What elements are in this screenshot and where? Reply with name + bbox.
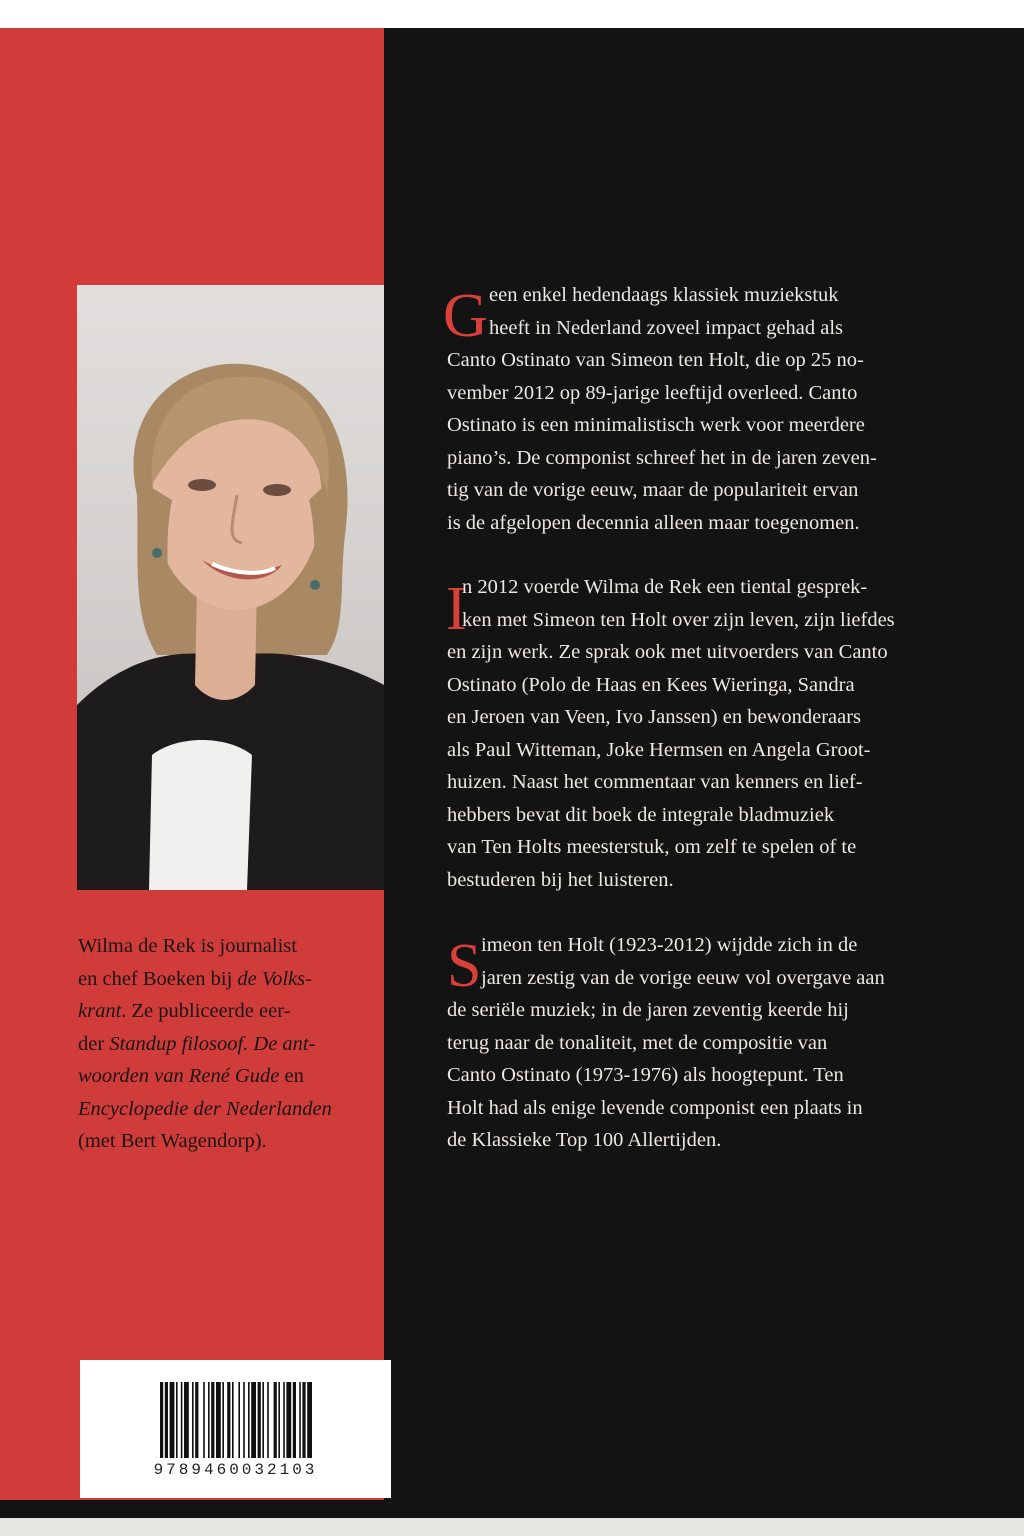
page-bottom-edge	[0, 1518, 1024, 1536]
barcode-bar	[160, 1382, 163, 1458]
blurb-line: hebbers bevat dit boek de integrale bladmuziek	[447, 803, 835, 826]
barcode-bar	[248, 1382, 250, 1458]
author-bio-text: en chef Boeken bij	[78, 967, 238, 990]
blurb-line: piano’s. De componist schreef het in de jaren zeven-	[447, 446, 877, 469]
blurb-line: de seriële muziek; in de jaren zeventig keerde hij	[447, 999, 849, 1021]
barcode-bar	[203, 1382, 205, 1458]
author-bio-text: en	[279, 1065, 304, 1087]
barcode-bar	[251, 1382, 256, 1458]
barcode-bar	[238, 1382, 240, 1458]
newspaper-title: de Volks-	[237, 967, 312, 990]
book-title: Standup filosoof. De ant-	[109, 1032, 316, 1055]
blurb-line: huizen. Naast het commentaar van kenners en lief-	[447, 771, 863, 793]
book-title: woorden van René Gude	[78, 1065, 280, 1087]
blurb-line: bestuderen bij het luisteren.	[447, 868, 674, 891]
barcode-bar	[192, 1382, 194, 1458]
isbn-barcode	[80, 1360, 391, 1498]
author-bio-line: Wilma de Rek is journalist	[78, 935, 297, 957]
dropcap-g: G	[443, 282, 488, 350]
barcode-bar	[302, 1382, 305, 1458]
author-bio	[78, 930, 378, 1158]
barcode-bar	[222, 1382, 224, 1458]
blurb-line: vember 2012 op 89-jarige leeftijd overleed. Canto	[447, 381, 858, 404]
barcode-bar	[243, 1382, 245, 1458]
blurb-line: n 2012 voerde Wilma de Rek een tiental gesprek-	[462, 576, 868, 598]
author-bio-line: (met Bert Wagendorp).	[78, 1130, 267, 1152]
author-bio-line	[78, 1060, 378, 1093]
barcode-bar	[293, 1382, 296, 1458]
barcode-bar	[176, 1382, 178, 1458]
blurb-line: en zijn werk. Ze sprak ook met uitvoerders van Canto	[447, 641, 888, 663]
blurb-paragraph-1	[447, 279, 967, 539]
blurb-line: heeft in Nederland zoveel impact gehad als	[489, 316, 844, 339]
blurb-line: tig van de vorige eeuw, maar de populariteit ervan	[447, 479, 859, 501]
blurb-line: is de afgelopen decennia alleen maar toegenomen.	[447, 511, 860, 534]
blurb-line: de Klassieke Top 100 Allertijden.	[447, 1129, 722, 1151]
barcode-bar	[283, 1382, 285, 1458]
blurb-paragraph-2	[447, 571, 967, 896]
blurb-line: Ostinato (Polo de Haas en Kees Wieringa, Sandra	[447, 673, 855, 696]
blurb-line: en Jeroen van Veen, Ivo Janssen) en bewonderaars	[447, 706, 862, 728]
blurb-line: ken met Simeon ten Holt over zijn leven, zijn liefdes	[462, 608, 895, 631]
book-title: Encyclopedie der Nederlanden	[78, 1097, 332, 1120]
barcode-bar	[181, 1382, 183, 1458]
author-bio-line	[78, 963, 378, 996]
blurb-line: Holt had als enige levende componist een plaats in	[447, 1096, 863, 1119]
barcode-bar	[274, 1382, 277, 1458]
blurb-line: een enkel hedendaags klassiek muziekstuk	[489, 284, 839, 306]
barcode-bar	[227, 1382, 230, 1458]
blurb-line: terug naar de tonaliteit, met de compositie van	[447, 1031, 828, 1054]
blurb-paragraph-3	[447, 929, 967, 1157]
barcode-bar	[184, 1382, 189, 1458]
blurb-line: Canto Ostinato (1973-1976) als hoogtepunt. Ten	[447, 1064, 844, 1086]
newspaper-title-cont: krant	[78, 1000, 122, 1022]
blurb-line: Ostinato is een minimalistisch werk voor meerdere	[447, 414, 865, 436]
barcode-bar	[232, 1382, 234, 1458]
dropcap-i: I	[446, 575, 467, 643]
blurb-line: van Ten Holts meesterstuk, om zelf te spelen of te	[447, 836, 857, 858]
blurb-line: Canto Ostinato van Simeon ten Holt, die op 25 no-	[447, 349, 864, 371]
barcode-bar	[170, 1382, 175, 1458]
barcode-bar	[216, 1382, 221, 1458]
barcode-bar	[195, 1382, 198, 1458]
author-bio-line	[78, 995, 378, 1028]
barcode-bar	[299, 1382, 301, 1458]
barcode-bar	[165, 1382, 168, 1458]
author-photo	[77, 285, 384, 890]
barcode-bar	[211, 1382, 214, 1458]
barcode-bar	[267, 1382, 269, 1458]
blurb-line: als Paul Witteman, Joke Hermsen en Angela Groot-	[447, 738, 871, 761]
author-bio-line	[78, 1028, 378, 1061]
author-bio-text: der	[78, 1032, 110, 1055]
blurb-line: imeon ten Holt (1923-2012) wijdde zich in de	[481, 934, 858, 956]
blurb-line: jaren zestig van de vorige eeuw vol overgave aan	[481, 966, 885, 989]
barcode-bar	[307, 1382, 312, 1458]
barcode-bar	[262, 1382, 264, 1458]
barcode-bar	[278, 1382, 280, 1458]
author-bio-line	[78, 1093, 378, 1126]
dropcap-s: S	[447, 932, 482, 1000]
barcode-bar	[208, 1382, 210, 1458]
barcode-bar	[258, 1382, 261, 1458]
barcode-bar	[286, 1382, 291, 1458]
isbn-number: 9789460032103	[153, 1461, 318, 1479]
author-bio-text: . Ze publiceerde eer-	[121, 1000, 291, 1022]
